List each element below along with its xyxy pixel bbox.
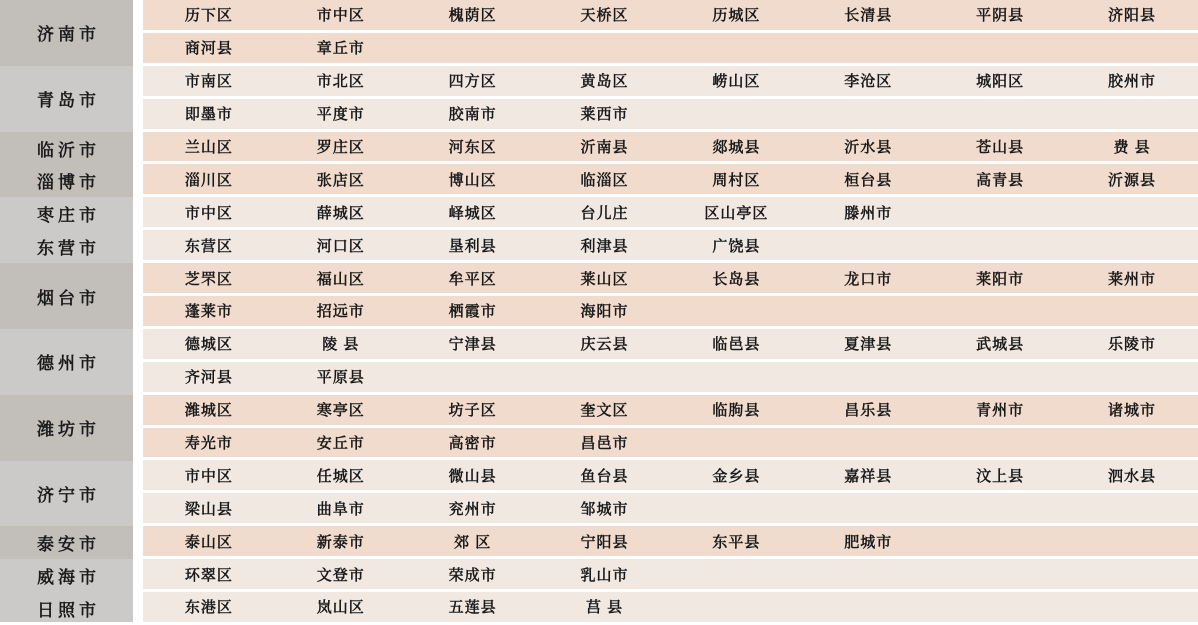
city-label: 济南市 — [37, 25, 100, 45]
district-cell: 海阳市 — [580, 303, 629, 321]
district-cell: 黄岛区 — [580, 73, 629, 91]
district-cell: 四方区 — [448, 73, 497, 91]
city-cell — [0, 395, 133, 461]
city-cell — [0, 132, 133, 165]
district-cell: 嘉祥县 — [844, 467, 893, 485]
district-cell — [1066, 99, 1198, 129]
district-cell: 费 县 — [1113, 139, 1151, 156]
city-label: 济宁市 — [37, 485, 100, 505]
city-cell — [0, 164, 133, 197]
district-row — [143, 559, 1198, 592]
district-cell: 荣成市 — [448, 566, 497, 584]
district-cell: 安丘市 — [316, 435, 365, 453]
district-cell: 宁津县 — [448, 336, 497, 354]
district-cell: 东平县 — [712, 533, 761, 551]
district-cell: 即墨市 — [184, 106, 233, 124]
district-cell: 曲阜市 — [316, 500, 365, 518]
district-cell — [671, 559, 803, 589]
district-cell: 章丘市 — [316, 40, 365, 58]
district-cell — [802, 428, 934, 458]
district-cell — [934, 559, 1066, 589]
district-cell: 泗水县 — [1108, 467, 1157, 485]
district-cell — [539, 362, 671, 392]
district-cell: 莱山区 — [580, 270, 629, 288]
district-cell: 沂源县 — [1108, 171, 1157, 189]
district-cell — [934, 197, 1066, 227]
district-cell: 桓台县 — [844, 171, 893, 189]
district-cell: 区山亭区 — [704, 204, 769, 222]
district-cell: 乐陵市 — [1108, 336, 1157, 354]
district-cell: 苍山县 — [976, 139, 1025, 156]
district-cell: 莒 县 — [585, 599, 624, 617]
district-cell — [802, 493, 934, 523]
district-cell: 莱西市 — [580, 106, 629, 124]
city-label: 日照市 — [37, 601, 100, 621]
district-cell: 龙口市 — [844, 270, 893, 288]
district-row — [143, 164, 1198, 197]
city-label: 潍坊市 — [37, 420, 100, 440]
district-cell — [1066, 197, 1198, 227]
district-cell — [671, 296, 803, 326]
district-cell — [1066, 230, 1198, 260]
district-cell: 五莲县 — [448, 599, 497, 617]
district-cell — [1066, 33, 1198, 63]
district-cell — [934, 99, 1066, 129]
district-cell — [934, 296, 1066, 326]
district-cell: 峄城区 — [448, 204, 497, 222]
district-row — [143, 362, 1198, 395]
district-cell — [671, 592, 803, 622]
district-row — [143, 526, 1198, 559]
city-label: 烟台市 — [37, 288, 100, 308]
district-cell: 金乡县 — [712, 467, 761, 485]
district-cell — [934, 362, 1066, 392]
district-cell: 兖州市 — [448, 500, 497, 518]
district-cell: 庆云县 — [580, 336, 629, 354]
district-cell: 蓬莱市 — [184, 303, 233, 321]
district-cell: 垦利县 — [448, 237, 497, 255]
city-cell — [0, 592, 133, 625]
city-label: 德州市 — [37, 354, 100, 374]
district-cell: 市中区 — [316, 7, 365, 25]
district-cell: 新泰市 — [316, 533, 365, 551]
district-cell: 市南区 — [184, 73, 233, 91]
city-column — [0, 0, 133, 625]
district-row — [143, 197, 1198, 230]
district-cell: 市中区 — [184, 204, 233, 222]
district-row — [143, 99, 1198, 132]
district-row — [143, 230, 1198, 263]
city-label: 枣庄市 — [37, 206, 100, 226]
district-cell — [934, 428, 1066, 458]
city-label: 青岛市 — [37, 91, 100, 111]
district-cell: 寿光市 — [184, 435, 233, 453]
district-cell: 高青县 — [976, 171, 1025, 189]
district-row — [143, 0, 1198, 33]
district-cell: 历下区 — [184, 7, 233, 25]
district-cell: 城阳区 — [976, 73, 1025, 91]
district-row — [143, 329, 1198, 362]
district-cell — [671, 493, 803, 523]
district-cell: 芝罘区 — [184, 270, 233, 288]
city-cell — [0, 461, 133, 527]
district-cell: 平度市 — [316, 106, 365, 124]
district-cell: 罗庄区 — [316, 139, 365, 156]
district-cell — [934, 230, 1066, 260]
district-cell: 文登市 — [316, 566, 365, 584]
district-cell — [934, 33, 1066, 63]
district-cell: 利津县 — [580, 237, 629, 255]
district-cell: 滕州市 — [844, 204, 893, 222]
city-cell — [0, 197, 133, 230]
district-cell — [802, 592, 934, 622]
district-cell — [1066, 493, 1198, 523]
district-cell: 兰山区 — [184, 139, 233, 156]
district-cell: 沂水县 — [844, 139, 893, 156]
district-cell — [934, 526, 1066, 556]
district-cell: 宁阳县 — [580, 533, 629, 551]
district-row — [143, 428, 1198, 461]
district-cell: 郯城县 — [712, 139, 761, 156]
district-cell: 乳山市 — [580, 566, 629, 584]
district-row — [143, 132, 1198, 165]
district-cell: 槐荫区 — [448, 7, 497, 25]
district-cell: 微山县 — [448, 467, 497, 485]
district-cell: 莱州市 — [1108, 270, 1157, 288]
district-cell: 潍城区 — [184, 402, 233, 420]
city-label: 临沂市 — [37, 140, 100, 160]
district-cell: 淄川区 — [184, 171, 233, 189]
district-cell — [671, 99, 803, 129]
district-cell: 长清县 — [844, 7, 893, 25]
city-cell — [0, 230, 133, 263]
district-cell: 牟平区 — [448, 270, 497, 288]
district-cell: 福山区 — [316, 270, 365, 288]
district-cell: 胶州市 — [1108, 73, 1157, 91]
district-cell — [1066, 428, 1198, 458]
district-cell: 平原县 — [316, 369, 365, 387]
district-cell: 临朐县 — [712, 402, 761, 420]
city-cell — [0, 66, 133, 132]
district-cell: 商河县 — [184, 40, 233, 58]
district-cell: 郊 区 — [454, 533, 492, 551]
district-cell: 汶上县 — [976, 467, 1025, 485]
district-cell: 沂南县 — [580, 139, 629, 156]
district-cell: 奎文区 — [580, 402, 629, 420]
district-cell: 东港区 — [184, 599, 233, 617]
district-cell — [1066, 362, 1198, 392]
district-cell: 临邑县 — [712, 336, 761, 354]
city-cell — [0, 559, 133, 592]
district-cell: 寒亭区 — [316, 402, 365, 420]
district-cell: 临淄区 — [580, 171, 629, 189]
district-row — [143, 33, 1198, 66]
city-cell — [0, 263, 133, 329]
district-row — [143, 263, 1198, 296]
district-cell: 高密市 — [448, 435, 497, 453]
district-cell: 长岛县 — [712, 270, 761, 288]
district-cell: 陵 县 — [322, 336, 360, 354]
district-cell: 夏津县 — [844, 336, 893, 354]
district-cell — [1066, 592, 1198, 622]
district-cell — [802, 33, 934, 63]
district-cell: 德城区 — [184, 336, 233, 354]
district-cell: 坊子区 — [448, 402, 497, 420]
district-cell: 环翠区 — [184, 566, 233, 584]
district-cell — [407, 362, 539, 392]
city-label: 威海市 — [37, 568, 100, 588]
city-cell — [0, 329, 133, 395]
district-cell: 昌乐县 — [844, 402, 893, 420]
district-cell: 肥城市 — [844, 533, 893, 551]
district-cell — [671, 33, 803, 63]
city-label: 泰安市 — [37, 535, 100, 555]
district-cell — [1066, 559, 1198, 589]
city-label: 东营市 — [37, 239, 100, 259]
district-cell: 昌邑市 — [580, 435, 629, 453]
district-cell: 广饶县 — [712, 237, 761, 255]
district-cell: 周村区 — [712, 171, 761, 189]
district-cell — [802, 230, 934, 260]
district-cell: 天桥区 — [580, 7, 629, 25]
district-cell — [802, 559, 934, 589]
district-cell: 泰山区 — [184, 533, 233, 551]
district-cell: 崂山区 — [712, 73, 761, 91]
district-cell: 青州市 — [976, 402, 1025, 420]
district-cell: 岚山区 — [316, 599, 365, 617]
district-cell: 市北区 — [316, 73, 365, 91]
district-cell: 栖霞市 — [448, 303, 497, 321]
district-cell: 齐河县 — [184, 369, 233, 387]
city-cell — [0, 0, 133, 66]
district-row — [143, 460, 1198, 493]
district-cell: 博山区 — [448, 171, 497, 189]
district-cell — [934, 493, 1066, 523]
district-cell: 诸城市 — [1108, 402, 1157, 420]
district-cell: 平阴县 — [976, 7, 1025, 25]
district-cell: 招远市 — [316, 303, 365, 321]
column-divider — [133, 0, 143, 625]
district-cell: 济阳县 — [1108, 7, 1157, 25]
district-cell — [539, 33, 671, 63]
district-cell — [1066, 296, 1198, 326]
district-cell: 梁山县 — [184, 500, 233, 518]
district-cell: 邹城市 — [580, 500, 629, 518]
district-row — [143, 493, 1198, 526]
district-cell — [802, 296, 934, 326]
district-cell: 莱阳市 — [976, 270, 1025, 288]
district-cell: 薛城区 — [316, 204, 365, 222]
district-row — [143, 395, 1198, 428]
district-cell — [802, 362, 934, 392]
district-cell: 武城县 — [976, 336, 1025, 354]
district-rows — [143, 0, 1198, 625]
district-cell: 河口区 — [316, 237, 365, 255]
city-cell — [0, 526, 133, 559]
district-cell — [1066, 526, 1198, 556]
district-row — [143, 592, 1198, 625]
district-cell: 胶南市 — [448, 106, 497, 124]
district-cell: 台儿庄 — [580, 204, 629, 222]
district-cell: 东营区 — [184, 237, 233, 255]
district-cell: 历城区 — [712, 7, 761, 25]
district-cell: 任城区 — [316, 467, 365, 485]
district-cell — [802, 99, 934, 129]
district-cell: 李沧区 — [844, 73, 893, 91]
district-row — [143, 66, 1198, 99]
district-row — [143, 296, 1198, 329]
district-cell — [671, 362, 803, 392]
district-cell — [407, 33, 539, 63]
district-cell: 张店区 — [316, 171, 365, 189]
district-cell: 鱼台县 — [580, 467, 629, 485]
district-cell: 河东区 — [448, 139, 497, 156]
city-label: 淄博市 — [37, 173, 100, 193]
district-cell — [671, 428, 803, 458]
district-cell — [934, 592, 1066, 622]
district-cell: 市中区 — [184, 467, 233, 485]
